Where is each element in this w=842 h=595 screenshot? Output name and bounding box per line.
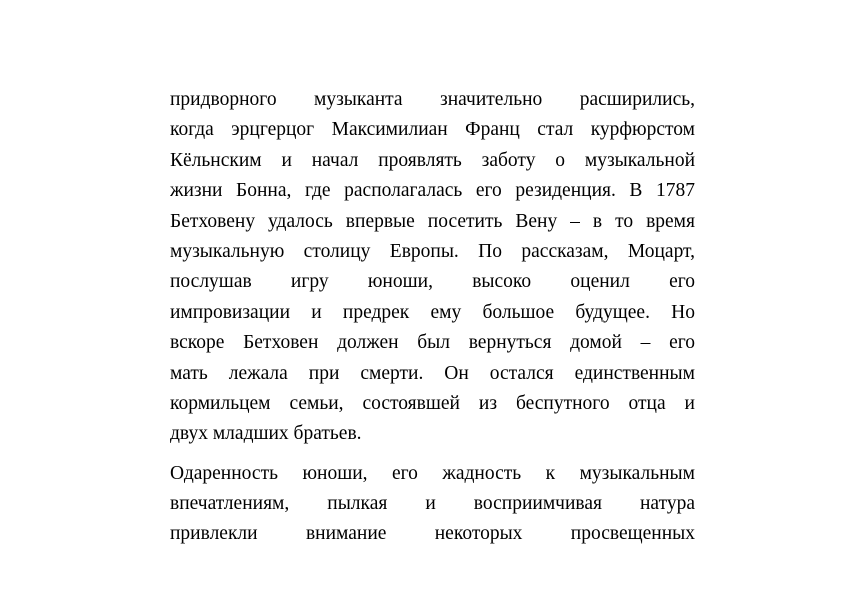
text-line: когда эрцгерцог Максимилиан Франц стал курфюрстом: [170, 119, 695, 141]
text-line: впечатлениям, пылкая и восприимчивая натура: [170, 493, 695, 515]
document-text: [170, 85, 695, 550]
text-line: музыкальную столицу Европы. По рассказам, Моцарт,: [170, 240, 695, 262]
text-line: привлекли внимание некоторых просвещенных: [170, 523, 695, 545]
paragraph-spacer: [170, 450, 695, 459]
text-line: жизни Бонна, где располагалась его резиденция. В 1787: [170, 180, 695, 202]
text-line: Одаренность юноши, его жадность к музыкальным: [170, 462, 695, 484]
text-line: вскоре Бетховен должен был вернуться домой – его: [170, 332, 695, 354]
text-line: Кёльнским и начал проявлять заботу о музыкальной: [170, 149, 695, 171]
text-line: Бетховену удалось впервые посетить Вену – в то время: [170, 210, 695, 232]
text-line: послушав игру юноши, высоко оценил его: [170, 271, 695, 293]
text-line: кормильцем семьи, состоявшей из беспутного отца и: [170, 392, 695, 414]
paragraph-2: [170, 459, 695, 550]
text-line: придворного музыканта значительно расширились,: [170, 89, 695, 110]
paragraph-1: [170, 85, 695, 450]
text-line: мать лежала при смерти. Он остался единственным: [170, 362, 695, 384]
text-line: импровизации и предрек ему большое будущее. Но: [170, 301, 695, 323]
text-line: двух младших братьев.: [170, 423, 362, 445]
